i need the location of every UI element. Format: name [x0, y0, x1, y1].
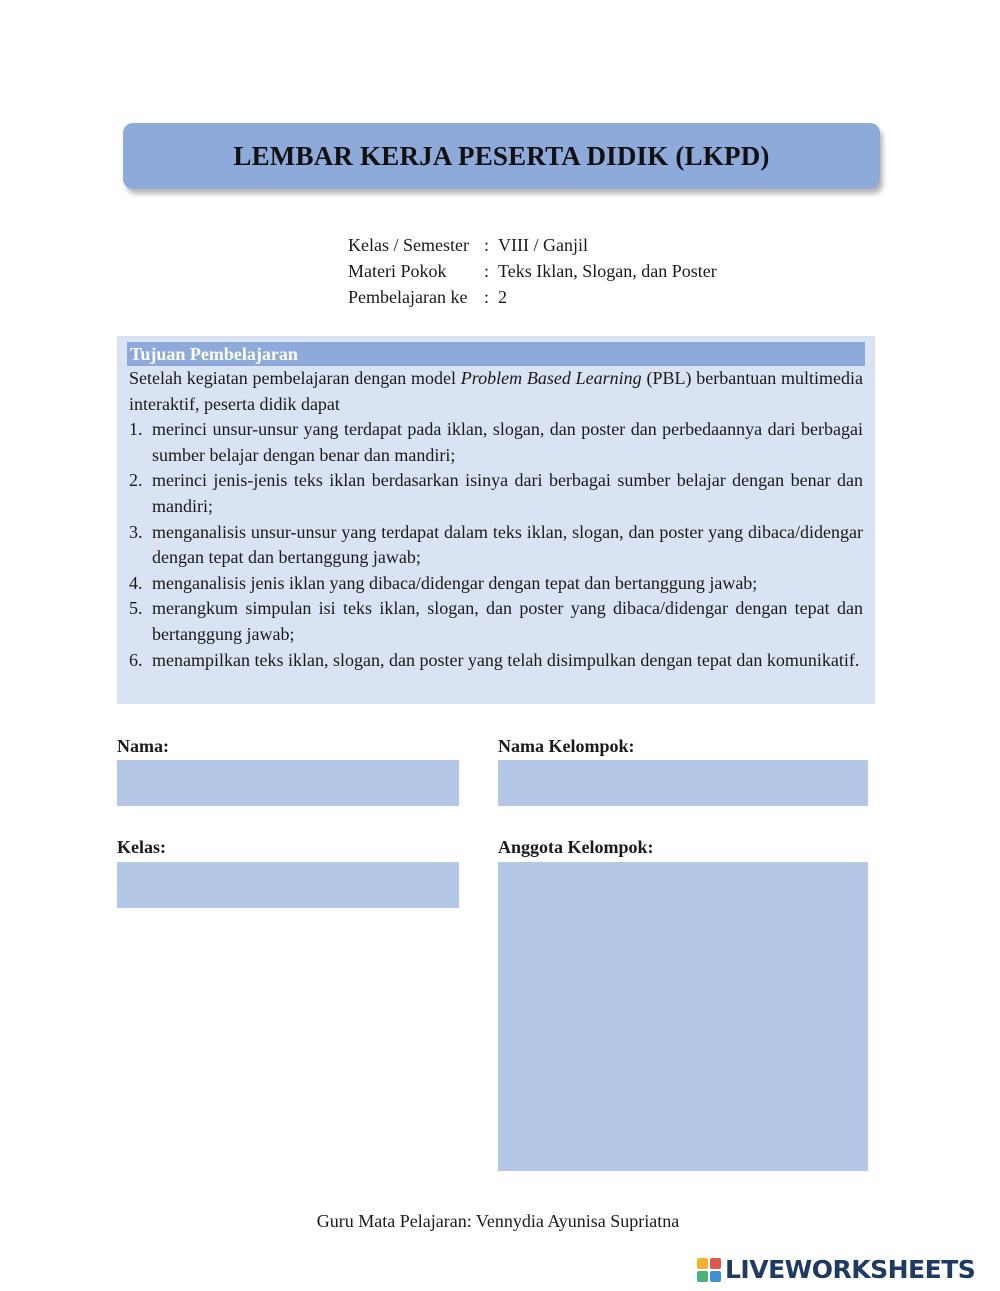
- objectives-intro: [129, 366, 863, 417]
- logo-square: [697, 1271, 708, 1282]
- objectives-heading: Tujuan Pembelajaran: [127, 342, 865, 366]
- brand-name: LIVEWORKSHEETS: [725, 1255, 976, 1284]
- page-title: LEMBAR KERJA PESERTA DIDIK (LKPD): [233, 140, 770, 171]
- objective-text: merinci unsur-unsur yang terdapat pada iklan, slogan, dan poster dan perbedaannya dari berbagai sumber belajar dengan benar dan mandiri;: [152, 419, 863, 465]
- teacher-credit: Guru Mata Pelajaran: Vennydia Ayunisa Supriatna: [316, 1211, 680, 1231]
- objective-item: [129, 468, 863, 519]
- objectives-list: [129, 417, 863, 673]
- nama-kelompok-label: Nama Kelompok:: [498, 736, 635, 756]
- objective-number: 3.: [129, 521, 143, 542]
- intro-model-name: Problem Based Learning: [460, 368, 642, 388]
- logo-square: [710, 1258, 721, 1269]
- meta-value: 2: [498, 287, 507, 307]
- meta-label: Kelas / Semester: [348, 235, 469, 255]
- logo-square: [710, 1271, 721, 1282]
- objectives-box: [117, 336, 875, 704]
- objective-number: 1.: [129, 419, 143, 440]
- meta-label: Materi Pokok: [348, 261, 447, 281]
- objective-item: [129, 596, 863, 647]
- objective-text: menganalisis jenis iklan yang dibaca/didengar dengan tepat dan bertanggung jawab;: [152, 572, 758, 593]
- intro-text: Setelah kegiatan pembelajaran dengan model: [129, 368, 461, 388]
- kelas-input[interactable]: [117, 862, 459, 908]
- meta-info: [348, 232, 717, 310]
- objective-text: merangkum simpulan isi teks iklan, slogan, dan poster yang dibaca/didengar dengan tepat dan bertanggung jawab;: [152, 598, 863, 644]
- meta-value: Teks Iklan, Slogan, dan Poster: [498, 261, 717, 281]
- logo-square: [697, 1258, 708, 1269]
- objective-item: [129, 648, 863, 674]
- objective-text: merinci jenis-jenis teks iklan berdasarkan isinya dari berbagai sumber belajar dengan benar dan mandiri;: [152, 470, 863, 516]
- objective-text: menganalisis unsur-unsur yang terdapat dalam teks iklan, slogan, dan poster yang dibaca/didengar dengan tepat dan bertanggung jawab;: [152, 521, 863, 568]
- anggota-kelompok-input[interactable]: [498, 862, 868, 1171]
- objective-item: [129, 520, 863, 571]
- objective-item: [129, 417, 863, 468]
- objective-number: 2.: [129, 470, 143, 491]
- meta-separator: :: [484, 261, 490, 281]
- meta-row-materi: [348, 258, 717, 284]
- meta-separator: :: [484, 287, 490, 307]
- nama-input[interactable]: [117, 760, 459, 806]
- liveworksheets-logo-icon: [697, 1258, 721, 1282]
- objective-item: [129, 571, 863, 597]
- nama-label: Nama:: [117, 736, 169, 756]
- anggota-kelompok-label: Anggota Kelompok:: [498, 837, 654, 857]
- meta-value: VIII / Ganjil: [498, 235, 588, 255]
- meta-row-kelas: [348, 232, 717, 258]
- meta-separator: :: [484, 235, 490, 255]
- liveworksheets-brand[interactable]: [697, 1255, 975, 1284]
- meta-label: Pembelajaran ke: [348, 287, 468, 307]
- objective-number: 5.: [129, 598, 143, 619]
- objective-number: 4.: [129, 572, 143, 593]
- objectives-body: [129, 366, 863, 673]
- objective-text: menampilkan teks iklan, slogan, dan poster yang telah disimpulkan dengan tepat dan komunikatif.: [152, 649, 860, 670]
- objective-number: 6.: [129, 649, 143, 670]
- intro-text: (PBL) berbantuan multimedia interaktif, peserta didik dapat: [129, 368, 863, 414]
- nama-kelompok-input[interactable]: [498, 760, 868, 806]
- kelas-label: Kelas:: [117, 837, 166, 857]
- title-banner: [123, 123, 880, 189]
- meta-row-pembelajaran: [348, 284, 717, 310]
